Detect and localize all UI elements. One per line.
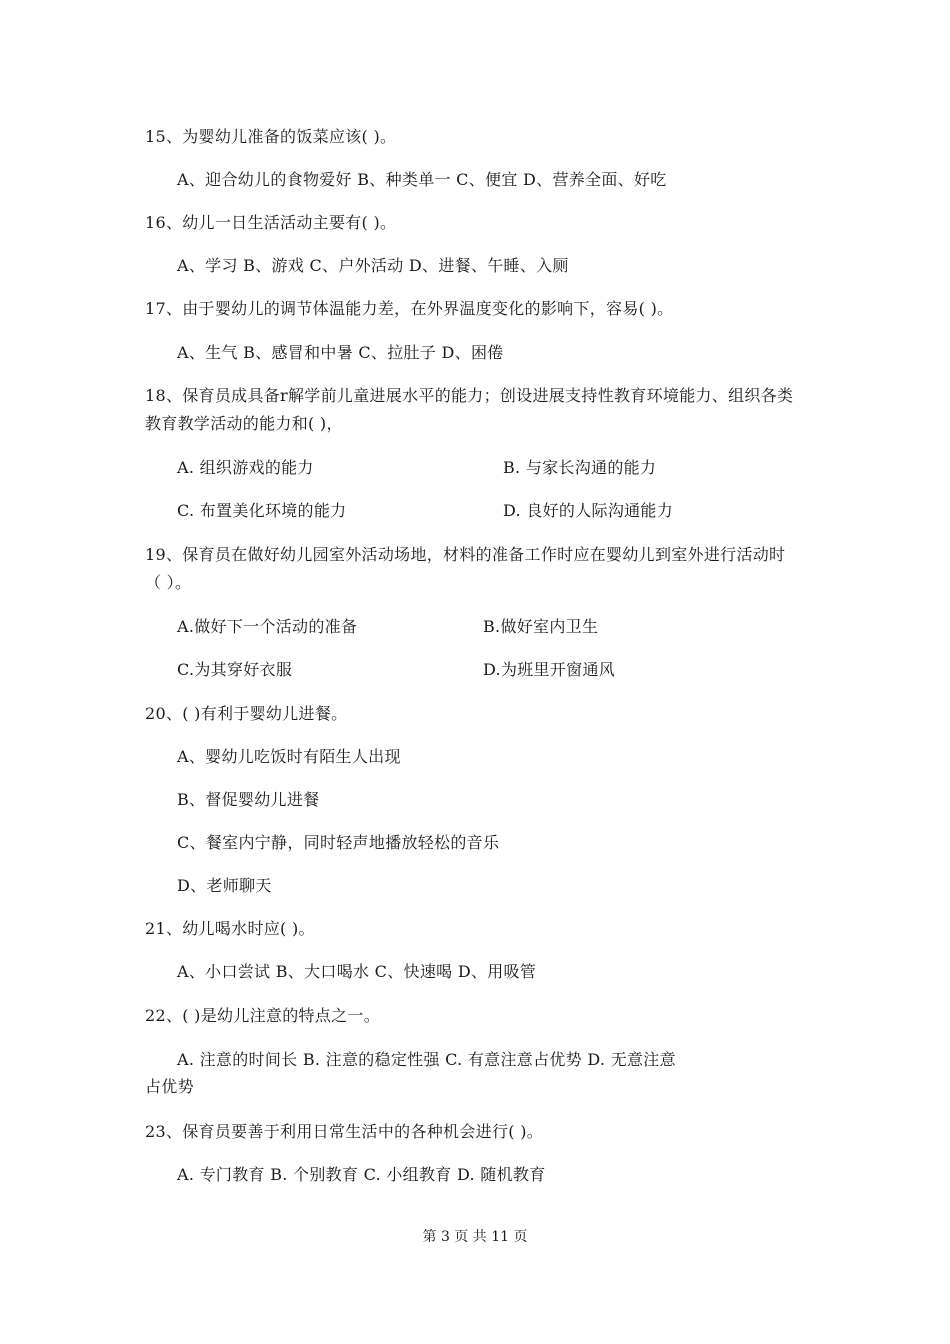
question-22-stem: 22、( )是幼儿注意的特点之一。: [145, 1006, 381, 1025]
question-23-stem: 23、保育员要善于利用日常生活中的各种机会进行( )。: [145, 1122, 544, 1141]
question-16-stem: 16、幼儿一日生活活动主要有( )。: [145, 213, 397, 232]
question-20-option-d: D、老师聊天: [177, 876, 272, 895]
question-19-option-b: B.做好室内卫生: [483, 617, 599, 636]
question-19-stem-line2: （ ）。: [145, 573, 192, 592]
question-21-stem: 21、幼儿喝水时应( )。: [145, 919, 315, 938]
question-18-stem-line2: 教育教学活动的能力和( )，: [145, 414, 343, 433]
question-18-option-b: B. 与家长沟通的能力: [503, 458, 657, 477]
question-22-options-line2: 占优势: [145, 1077, 194, 1096]
question-19-stem-line1: 19、保育员在做好幼儿园室外活动场地，材料的准备工作时应在婴幼儿到室外进行活动时: [145, 545, 786, 564]
question-17-stem: 17、由于婴幼儿的调节体温能力差，在外界温度变化的影响下，容易( )。: [145, 299, 674, 318]
question-16-options: A、学习 B、游戏 C、户外活动 D、进餐、午睡、入厕: [177, 256, 569, 275]
question-22-options-line1: A. 注意的时间长 B. 注意的稳定性强 C. 有意注意占优势 D. 无意注意: [177, 1050, 676, 1069]
question-20-option-b: B、督促婴幼儿进餐: [177, 790, 320, 809]
question-15-stem: 15、为婴幼儿准备的饭菜应该( )。: [145, 127, 397, 146]
question-20-option-a: A、婴幼儿吃饭时有陌生人出现: [177, 747, 401, 766]
question-19-option-d: D.为班里开窗通风: [483, 660, 616, 679]
question-15-options: A、迎合幼儿的食物爱好 B、种类单一 C、便宜 D、营养全面、好吃: [177, 170, 667, 189]
question-19-option-c: C.为其穿好衣服: [177, 660, 293, 679]
question-18-stem-line1: 18、保育员成具备r解学前儿童进展水平的能力；创设进展支持性教育环境能力、组织各类: [145, 386, 794, 405]
question-18-option-d: D. 良好的人际沟通能力: [503, 501, 674, 520]
question-23-options: A. 专门教育 B. 个别教育 C. 小组教育 D. 随机教育: [177, 1165, 546, 1184]
question-18-option-a: A. 组织游戏的能力: [177, 458, 314, 477]
question-19-option-a: A.做好下一个活动的准备: [177, 617, 358, 636]
question-20-option-c: C、餐室内宁静，同时轻声地播放轻松的音乐: [177, 833, 500, 852]
page-number-footer: 第 3 页 共 11 页: [422, 1229, 528, 1245]
question-18-option-c: C. 布置美化环境的能力: [177, 501, 347, 520]
question-21-options: A、小口尝试 B、大口喝水 C、快速喝 D、用吸管: [177, 962, 537, 981]
question-20-stem: 20、( )有利于婴幼儿进餐。: [145, 704, 348, 723]
question-17-options: A、生气 B、感冒和中暑 C、拉肚子 D、困倦: [177, 343, 504, 362]
